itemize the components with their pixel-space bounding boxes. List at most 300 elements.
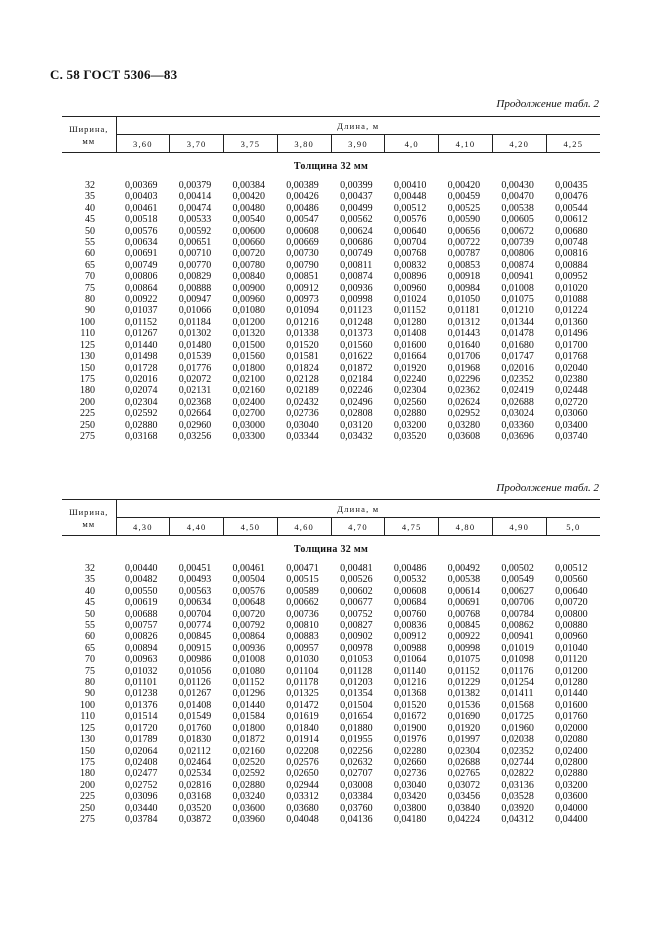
volume-cell: 0,00832 xyxy=(393,259,427,271)
volume-cell: 0,02400 xyxy=(232,396,266,408)
volume-cell: 0,00430 xyxy=(501,180,534,191)
volume-cell: 0,01725 xyxy=(501,711,534,723)
volume-cell: 0,01152 xyxy=(125,316,158,328)
volume-cell: 0,01032 xyxy=(125,665,158,677)
volume-cell: 0,02304 xyxy=(447,745,481,757)
volume-cell: 0,00936 xyxy=(232,642,266,654)
volume-cell: 0,00973 xyxy=(286,294,319,306)
table-row xyxy=(62,385,600,396)
volume-cell: 0,00720 xyxy=(232,248,266,260)
volume-cell: 0,02534 xyxy=(178,768,212,780)
volume-cell: 0,01101 xyxy=(125,677,158,689)
width-value: 75 xyxy=(85,665,95,677)
volume-cell: 0,03168 xyxy=(178,791,212,803)
width-value: 250 xyxy=(80,802,95,814)
volume-cell: 0,01968 xyxy=(447,362,481,374)
volume-cell: 0,03608 xyxy=(447,430,481,442)
volume-cell: 0,01411 xyxy=(501,688,534,700)
volume-cell: 0,01229 xyxy=(447,677,481,689)
volume-cell: 0,03872 xyxy=(178,813,212,825)
width-value: 55 xyxy=(85,237,95,249)
volume-cell: 0,01500 xyxy=(232,339,266,351)
volume-cell: 0,01280 xyxy=(555,677,588,689)
table-row xyxy=(62,609,600,620)
volume-cell: 0,00941 xyxy=(501,631,534,643)
length-values-row xyxy=(62,135,600,153)
thickness-subtitle: Толщина 32 мм xyxy=(293,544,369,556)
width-value: 125 xyxy=(80,722,95,734)
volume-cell: 0,02408 xyxy=(125,756,158,768)
volume-cell: 0,01914 xyxy=(286,734,319,746)
table-row xyxy=(62,408,600,419)
volume-cell: 0,02736 xyxy=(393,768,427,780)
volume-cell: 0,01789 xyxy=(125,734,158,746)
volume-cell: 0,01520 xyxy=(286,339,319,351)
volume-cell: 0,00502 xyxy=(501,563,534,574)
length-values-row xyxy=(62,518,600,536)
volume-cell: 0,01178 xyxy=(286,677,319,689)
volume-cell: 0,03440 xyxy=(125,802,158,814)
volume-cell: 0,04048 xyxy=(286,813,319,825)
volume-cell: 0,01622 xyxy=(340,351,373,363)
table-row xyxy=(62,180,600,191)
volume-cell: 0,01408 xyxy=(178,699,212,711)
volume-cell: 0,00900 xyxy=(232,282,266,294)
volume-cell: 0,02064 xyxy=(125,745,158,757)
volume-cell: 0,02664 xyxy=(178,408,212,420)
volume-cell: 0,01768 xyxy=(555,351,588,363)
width-value: 60 xyxy=(85,631,95,643)
volume-cell: 0,01581 xyxy=(286,351,319,363)
width-value: 55 xyxy=(85,620,95,632)
table-row xyxy=(62,780,600,791)
volume-cell: 0,00922 xyxy=(125,294,158,306)
volume-cell: 0,01120 xyxy=(555,654,588,666)
length-header: Длина, м xyxy=(116,117,600,135)
volume-cell: 0,00662 xyxy=(286,597,319,609)
volume-cell: 0,01224 xyxy=(555,305,588,317)
volume-cell: 0,00757 xyxy=(125,620,158,632)
length-value: 4,75 xyxy=(385,518,439,536)
volume-cell: 0,00840 xyxy=(232,271,266,283)
volume-cell: 0,00547 xyxy=(286,214,319,226)
volume-cell: 0,01664 xyxy=(393,351,427,363)
width-value: 180 xyxy=(80,768,95,780)
volume-cell: 0,00451 xyxy=(178,563,212,574)
volume-cell: 0,03384 xyxy=(340,791,373,803)
volume-cell: 0,00894 xyxy=(125,642,158,654)
volume-cell: 0,03072 xyxy=(447,779,481,791)
volume-cell: 0,01152 xyxy=(393,305,426,317)
volume-cell: 0,02688 xyxy=(447,756,481,768)
volume-cell: 0,02016 xyxy=(125,373,158,385)
width-value: 40 xyxy=(85,585,95,597)
volume-cell: 0,00672 xyxy=(501,225,534,237)
width-value: 35 xyxy=(85,574,95,586)
volume-cell: 0,03456 xyxy=(447,791,481,803)
volume-cell: 0,00634 xyxy=(178,597,212,609)
volume-cell: 0,00960 xyxy=(555,631,588,643)
width-value: 32 xyxy=(85,180,95,191)
volume-cell: 0,02368 xyxy=(178,396,212,408)
volume-cell: 0,00481 xyxy=(340,563,373,574)
volume-cell: 0,00986 xyxy=(178,654,212,666)
volume-cell: 0,01997 xyxy=(447,734,481,746)
table-row xyxy=(62,574,600,585)
volume-cell: 0,03600 xyxy=(555,791,588,803)
volume-cell: 0,01960 xyxy=(501,722,534,734)
table-row xyxy=(62,317,600,328)
volume-cell: 0,01536 xyxy=(447,699,481,711)
table-row xyxy=(62,271,600,282)
length-value: 4,50 xyxy=(224,518,278,536)
volume-cell: 0,00640 xyxy=(555,585,588,597)
table-row xyxy=(62,328,600,339)
volume-cell: 0,00998 xyxy=(447,642,481,654)
volume-cell: 0,02448 xyxy=(555,385,588,397)
volume-cell: 0,00656 xyxy=(447,225,481,237)
volume-cell: 0,00440 xyxy=(125,563,158,574)
volume-cell: 0,00461 xyxy=(232,563,266,574)
volume-cell: 0,00704 xyxy=(178,608,212,620)
volume-cell: 0,00533 xyxy=(178,214,212,226)
volume-cell: 0,03096 xyxy=(125,791,158,803)
width-value: 200 xyxy=(80,396,95,408)
volume-cell: 0,00874 xyxy=(501,259,534,271)
volume-cell: 0,00369 xyxy=(125,180,158,191)
volume-cell: 0,01064 xyxy=(393,654,427,666)
volume-cell: 0,00845 xyxy=(447,620,481,632)
length-value: 4,0 xyxy=(385,135,439,153)
volume-cell: 0,01248 xyxy=(340,316,373,328)
volume-cell: 0,02592 xyxy=(125,408,158,420)
volume-cell: 0,00476 xyxy=(555,191,588,203)
volume-cell: 0,01976 xyxy=(393,734,427,746)
volume-cell: 0,03520 xyxy=(178,802,212,814)
volume-cell: 0,02592 xyxy=(232,768,266,780)
volume-cell: 0,01440 xyxy=(555,688,588,700)
volume-cell: 0,00888 xyxy=(178,282,212,294)
volume-cell: 0,02520 xyxy=(232,756,266,768)
volume-cell: 0,02808 xyxy=(340,408,373,420)
volume-cell: 0,02074 xyxy=(125,385,158,397)
volume-cell: 0,00471 xyxy=(286,563,319,574)
volume-cell: 0,00896 xyxy=(393,271,427,283)
width-value: 110 xyxy=(80,711,95,723)
volume-cell: 0,02280 xyxy=(393,745,427,757)
volume-cell: 0,03696 xyxy=(501,430,534,442)
width-label: Ширина, xyxy=(69,506,109,517)
table-row xyxy=(62,803,600,814)
width-value: 125 xyxy=(80,339,95,351)
volume-cell: 0,01672 xyxy=(393,711,427,723)
volume-cell: 0,01496 xyxy=(555,328,588,340)
volume-cell: 0,00379 xyxy=(178,180,212,191)
volume-cell: 0,01440 xyxy=(232,699,266,711)
volume-cell: 0,01066 xyxy=(178,305,212,317)
volume-cell: 0,03800 xyxy=(393,802,427,814)
volume-cell: 0,03040 xyxy=(393,779,427,791)
volume-cell: 0,00749 xyxy=(340,248,373,260)
table-row xyxy=(62,757,600,768)
table-row xyxy=(62,248,600,259)
volume-cell: 0,01200 xyxy=(555,665,588,677)
volume-cell: 0,00576 xyxy=(393,214,427,226)
width-value: 75 xyxy=(85,282,95,294)
table-row xyxy=(62,237,600,248)
volume-cell: 0,01880 xyxy=(340,722,373,734)
volume-cell: 0,02752 xyxy=(125,779,158,791)
width-value: 60 xyxy=(85,248,95,260)
table-row xyxy=(62,397,600,408)
volume-cell: 0,00538 xyxy=(501,202,534,214)
volume-cell: 0,01088 xyxy=(555,294,588,306)
volume-cell: 0,00988 xyxy=(393,642,427,654)
volume-cell: 0,03784 xyxy=(125,813,158,825)
table-row xyxy=(62,226,600,237)
volume-cell: 0,04136 xyxy=(340,813,373,825)
volume-cell: 0,01020 xyxy=(555,282,588,294)
volume-cell: 0,02432 xyxy=(286,396,319,408)
volume-cell: 0,00590 xyxy=(447,214,481,226)
table-row xyxy=(62,283,600,294)
volume-cell: 0,01600 xyxy=(393,339,427,351)
volume-cell: 0,00978 xyxy=(340,642,373,654)
volume-cell: 0,04180 xyxy=(393,813,427,825)
volume-cell: 0,00544 xyxy=(555,202,588,214)
volume-cell: 0,03136 xyxy=(501,779,534,791)
volume-cell: 0,01325 xyxy=(286,688,319,700)
volume-cell: 0,00499 xyxy=(340,202,373,214)
width-value: 275 xyxy=(80,813,95,825)
volume-cell: 0,00912 xyxy=(286,282,319,294)
density-table-2 xyxy=(62,499,600,825)
volume-cell: 0,00960 xyxy=(232,294,266,306)
length-value: 3,70 xyxy=(170,135,224,153)
volume-cell: 0,03344 xyxy=(286,430,319,442)
volume-cell: 0,02822 xyxy=(501,768,534,780)
volume-cell: 0,00684 xyxy=(393,597,427,609)
volume-cell: 0,03200 xyxy=(555,779,588,791)
width-value: 50 xyxy=(85,608,95,620)
volume-cell: 0,01296 xyxy=(232,688,266,700)
volume-cell: 0,03200 xyxy=(393,419,427,431)
volume-cell: 0,01267 xyxy=(178,688,212,700)
table-row xyxy=(62,643,600,654)
volume-cell: 0,01184 xyxy=(178,316,211,328)
volume-cell: 0,03400 xyxy=(555,419,588,431)
volume-cell: 0,02496 xyxy=(340,396,373,408)
volume-cell: 0,00680 xyxy=(555,225,588,237)
width-value: 45 xyxy=(85,597,95,609)
volume-cell: 0,00461 xyxy=(125,202,158,214)
volume-cell: 0,00648 xyxy=(232,597,266,609)
volume-cell: 0,01312 xyxy=(447,316,481,328)
volume-cell: 0,00480 xyxy=(232,202,266,214)
table-row xyxy=(62,363,600,374)
width-value: 225 xyxy=(80,408,95,420)
volume-cell: 0,00749 xyxy=(125,259,158,271)
volume-cell: 0,01619 xyxy=(286,711,319,723)
volume-cell: 0,01760 xyxy=(555,711,588,723)
width-value: 50 xyxy=(85,225,95,237)
volume-cell: 0,03240 xyxy=(232,791,266,803)
volume-cell: 0,01368 xyxy=(393,688,427,700)
volume-cell: 0,00389 xyxy=(286,180,319,191)
volume-cell: 0,01747 xyxy=(501,351,534,363)
volume-cell: 0,00470 xyxy=(501,191,534,203)
volume-cell: 0,00420 xyxy=(447,180,481,191)
width-value: 130 xyxy=(80,734,95,746)
volume-cell: 0,01104 xyxy=(286,665,319,677)
volume-cell: 0,01720 xyxy=(125,722,158,734)
volume-cell: 0,01728 xyxy=(125,362,158,374)
volume-cell: 0,03528 xyxy=(501,791,534,803)
volume-cell: 0,03680 xyxy=(286,802,319,814)
table-row xyxy=(62,586,600,597)
volume-cell: 0,00474 xyxy=(178,202,212,214)
length-value: 3,75 xyxy=(224,135,278,153)
volume-cell: 0,00550 xyxy=(125,585,158,597)
width-value: 90 xyxy=(85,688,95,700)
width-value: 90 xyxy=(85,305,95,317)
volume-cell: 0,02256 xyxy=(340,745,373,757)
volume-cell: 0,00784 xyxy=(501,608,534,620)
volume-cell: 0,03008 xyxy=(340,779,373,791)
volume-cell: 0,03280 xyxy=(447,419,481,431)
volume-cell: 0,00918 xyxy=(447,271,481,283)
volume-cell: 0,02700 xyxy=(232,408,266,420)
width-value: 225 xyxy=(80,791,95,803)
volume-cell: 0,02016 xyxy=(501,362,534,374)
volume-cell: 0,03040 xyxy=(286,419,319,431)
volume-cell: 0,02080 xyxy=(555,734,588,746)
volume-cell: 0,00640 xyxy=(393,225,427,237)
volume-cell: 0,02944 xyxy=(286,779,319,791)
table-row xyxy=(62,191,600,202)
volume-cell: 0,01408 xyxy=(393,328,427,340)
volume-cell: 0,00736 xyxy=(286,608,319,620)
volume-cell: 0,02880 xyxy=(232,779,266,791)
volume-cell: 0,00526 xyxy=(340,574,373,586)
width-unit: мм xyxy=(82,518,96,529)
volume-cell: 0,00602 xyxy=(340,585,373,597)
volume-cell: 0,02296 xyxy=(447,373,481,385)
volume-cell: 0,02160 xyxy=(232,745,266,757)
table-row xyxy=(62,420,600,431)
volume-cell: 0,00420 xyxy=(232,191,266,203)
volume-cell: 0,01440 xyxy=(125,339,158,351)
volume-cell: 0,00790 xyxy=(286,259,319,271)
width-value: 40 xyxy=(85,202,95,214)
volume-cell: 0,00864 xyxy=(125,282,158,294)
volume-cell: 0,02038 xyxy=(501,734,534,746)
width-value: 250 xyxy=(80,419,95,431)
volume-cell: 0,04000 xyxy=(555,802,588,814)
volume-cell: 0,01680 xyxy=(501,339,534,351)
volume-cell: 0,00963 xyxy=(125,654,158,666)
volume-cell: 0,00922 xyxy=(447,631,481,643)
volume-cell: 0,01200 xyxy=(232,316,266,328)
volume-cell: 0,00691 xyxy=(125,248,158,260)
volume-cell: 0,00768 xyxy=(393,248,427,260)
volume-cell: 0,01216 xyxy=(393,677,427,689)
volume-cell: 0,02040 xyxy=(555,362,588,374)
volume-cell: 0,03360 xyxy=(501,419,534,431)
volume-cell: 0,02952 xyxy=(447,408,481,420)
continuation-note-1: Продолжение табл. 2 xyxy=(496,98,599,110)
volume-cell: 0,02304 xyxy=(125,396,158,408)
volume-cell: 0,04224 xyxy=(447,813,481,825)
volume-cell: 0,00538 xyxy=(447,574,481,586)
volume-cell: 0,01443 xyxy=(447,328,481,340)
volume-cell: 0,02000 xyxy=(555,722,588,734)
volume-cell: 0,01040 xyxy=(555,642,588,654)
density-table-1 xyxy=(62,116,600,442)
volume-cell: 0,00651 xyxy=(178,237,212,249)
volume-cell: 0,00493 xyxy=(178,574,212,586)
volume-cell: 0,00560 xyxy=(555,574,588,586)
volume-cell: 0,00845 xyxy=(178,631,212,643)
volume-cell: 0,01498 xyxy=(125,351,158,363)
volume-cell: 0,00706 xyxy=(501,597,534,609)
volume-cell: 0,00722 xyxy=(447,237,481,249)
table-row xyxy=(62,700,600,711)
table-row xyxy=(62,340,600,351)
volume-cell: 0,00634 xyxy=(125,237,158,249)
length-value: 4,60 xyxy=(277,518,331,536)
volume-cell: 0,02650 xyxy=(286,768,319,780)
volume-cell: 0,01800 xyxy=(232,722,266,734)
page-header: С. 58 ГОСТ 5306—83 xyxy=(50,67,178,82)
table-row xyxy=(62,677,600,688)
volume-cell: 0,02352 xyxy=(501,745,534,757)
volume-cell: 0,00608 xyxy=(393,585,427,597)
volume-cell: 0,00912 xyxy=(393,631,427,643)
volume-cell: 0,03740 xyxy=(555,430,588,442)
volume-cell: 0,00512 xyxy=(555,563,588,574)
volume-cell: 0,00826 xyxy=(125,631,158,643)
volume-cell: 0,01549 xyxy=(178,711,212,723)
volume-cell: 0,01706 xyxy=(447,351,481,363)
volume-cell: 0,00549 xyxy=(501,574,534,586)
volume-cell: 0,03920 xyxy=(501,802,534,814)
volume-cell: 0,03840 xyxy=(447,802,481,814)
volume-cell: 0,01320 xyxy=(232,328,266,340)
volume-cell: 0,02128 xyxy=(286,373,319,385)
volume-cell: 0,01900 xyxy=(393,722,427,734)
volume-cell: 0,01840 xyxy=(286,722,319,734)
volume-cell: 0,00915 xyxy=(178,642,212,654)
volume-cell: 0,00459 xyxy=(447,191,481,203)
table-row xyxy=(62,374,600,385)
table-row xyxy=(62,791,600,802)
volume-cell: 0,01382 xyxy=(447,688,481,700)
volume-cell: 0,00486 xyxy=(286,202,319,214)
volume-cell: 0,01080 xyxy=(232,665,266,677)
volume-cell: 0,03060 xyxy=(555,408,588,420)
volume-cell: 0,02362 xyxy=(447,385,481,397)
length-value: 4,25 xyxy=(546,135,600,153)
volume-cell: 0,01210 xyxy=(501,305,534,317)
volume-cell: 0,01254 xyxy=(501,677,534,689)
volume-cell: 0,00612 xyxy=(555,214,588,226)
width-value: 70 xyxy=(85,654,95,666)
volume-cell: 0,01152 xyxy=(447,665,480,677)
volume-cell: 0,01584 xyxy=(232,711,266,723)
volume-cell: 0,00518 xyxy=(125,214,158,226)
volume-cell: 0,00947 xyxy=(178,294,212,306)
